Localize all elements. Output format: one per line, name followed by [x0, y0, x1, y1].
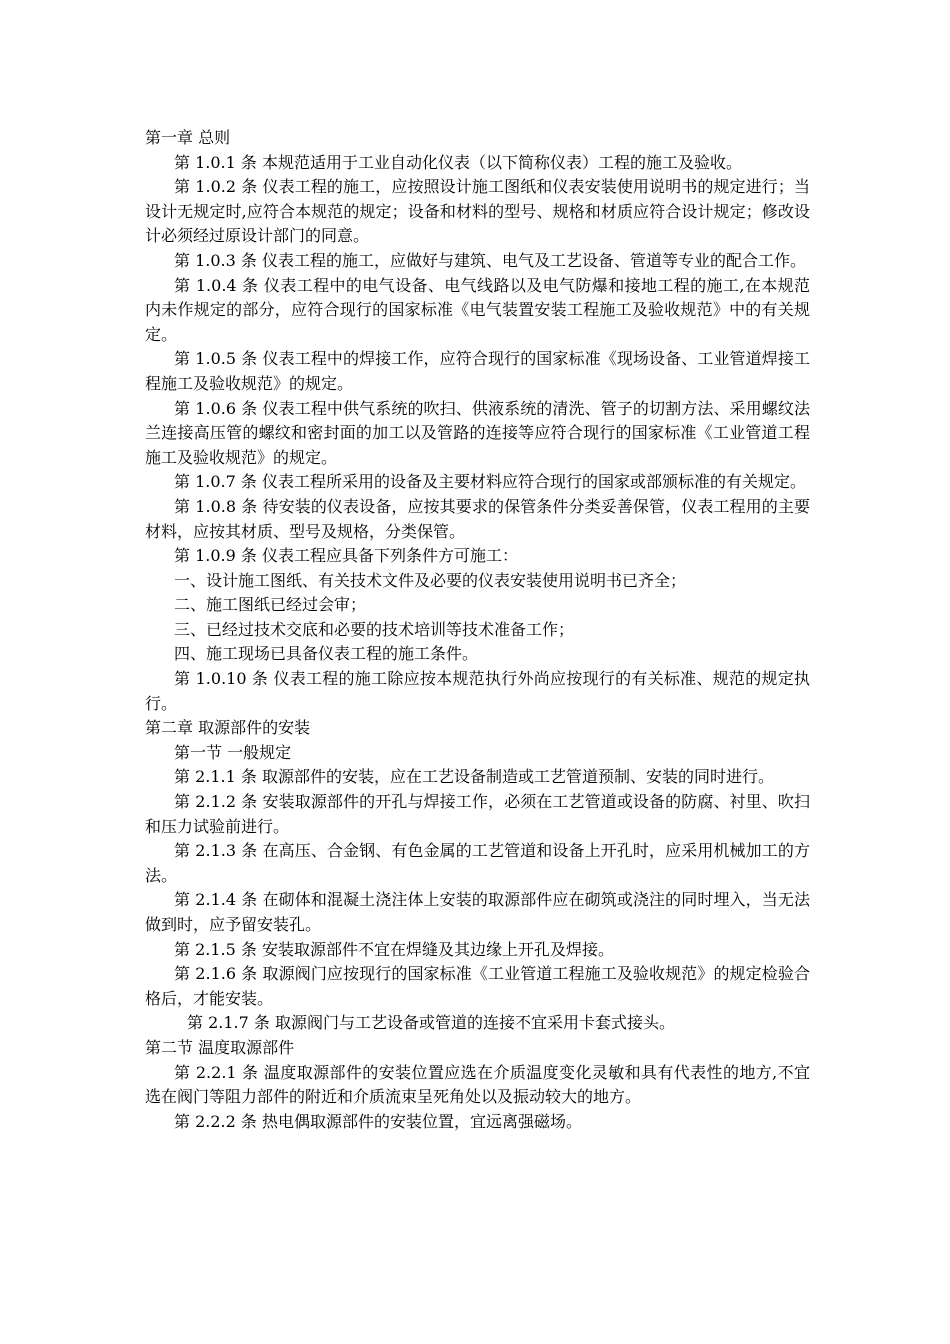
clause-2-1-4: 第 2.1.4 条 在砌体和混凝土浇注体上安装的取源部件应在砌筑或浇注的同时埋入，当无法做到时，应予留安装孔。: [145, 890, 810, 934]
clause-2-1-6: 第 2.1.6 条 取源阀门应按现行的国家标准《工业管道工程施工及验收规范》的规定检验合格后，才能安装。: [145, 964, 810, 1008]
clause-2-2-1: 第 2.2.1 条 温度取源部件的安装位置应选在介质温度变化灵敏和具有代表性的地方,不宜选在阀门等阻力部件的附近和介质流束呈死角处以及振动较大的地方。: [145, 1062, 810, 1107]
clause-2-1-3: 第 2.1.3 条 在高压、合金钢、有色金属的工艺管道和设备上开孔时，应采用机械加工的方法。: [145, 841, 810, 885]
list-item-3: 三、已经过技术交底和必要的技术培训等技术准备工作；: [174, 619, 575, 639]
clause-1-0-6: 第 1.0.6 条 仪表工程中供气系统的吹扫、供液系统的清洗、管子的切割方法、采用螺纹法兰连接高压管的螺纹和密封面的加工以及管路的连接等应符合现行的国家标准《工业管道工程施工及验收规范》的规定。: [145, 398, 810, 467]
list-item-4: 四、施工现场已具备仪表工程的施工条件。: [174, 644, 479, 664]
clause-1-0-7: 第 1.0.7 条 仪表工程所采用的设备及主要材料应符合现行的国家或部颁标准的有关规定。: [174, 472, 806, 492]
document-body: [145, 126, 810, 1134]
clause-2-1-7: 第 2.1.7 条 取源阀门与工艺设备或管道的连接不宜采用卡套式接头。: [187, 1013, 675, 1033]
clause-1-0-1: 第 1.0.1 条 本规范适用于工业自动化仪表（以下简称仪表）工程的施工及验收。: [174, 152, 742, 172]
list-item-2: 二、施工图纸已经过会审；: [174, 595, 367, 615]
clause-2-2-2: 第 2.2.2 条 热电偶取源部件的安装位置，宜远离强磁场。: [174, 1111, 582, 1131]
chapter-1-heading: 第一章 总则: [145, 128, 231, 147]
clause-1-0-4: 第 1.0.4 条 仪表工程中的电气设备、电气线路以及电气防爆和接地工程的施工,在本规范内未作规定的部分，应符合现行的国家标准《电气装置安装工程施工及验收规范》中的有关规定。: [145, 275, 810, 344]
clause-1-0-10: 第 1.0.10 条 仪表工程的施工除应按本规范执行外尚应按现行的有关标准、规范的规定执行。: [145, 669, 810, 713]
clause-1-0-2: 第 1.0.2 条 仪表工程的施工，应按照设计施工图纸和仪表安装使用说明书的规定进行；当设计无规定时,应符合本规范的规定；设备和材料的型号、规格和材质应符合设计规定；修改设计必须经过原设计部门的同意。: [145, 177, 810, 246]
chapter-2-heading: 第二章 取源部件的安装: [145, 718, 311, 738]
clause-2-1-2: 第 2.1.2 条 安装取源部件的开孔与焊接工作，必须在工艺管道或设备的防腐、衬里、吹扫和压力试验前进行。: [145, 792, 810, 836]
clause-1-0-9: 第 1.0.9 条 仪表工程应具备下列条件方可施工：: [174, 546, 518, 566]
clause-1-0-8: 第 1.0.8 条 待安装的仪表设备，应按其要求的保管条件分类妥善保管，仪表工程用的主要材料，应按其材质、型号及规格，分类保管。: [145, 496, 810, 541]
clause-2-1-5: 第 2.1.5 条 安装取源部件不宜在焊缝及其边缘上开孔及焊接。: [174, 939, 614, 959]
section-2-heading: 第二节 温度取源部件: [145, 1037, 295, 1057]
section-1-heading: 第一节 一般规定: [174, 742, 292, 762]
clause-1-0-5: 第 1.0.5 条 仪表工程中的焊接工作，应符合现行的国家标准《现场设备、工业管道焊接工程施工及验收规范》的规定。: [145, 349, 810, 393]
clause-1-0-3: 第 1.0.3 条 仪表工程的施工，应做好与建筑、电气及工艺设备、管道等专业的配合工作。: [174, 250, 806, 270]
clause-2-1-1: 第 2.1.1 条 取源部件的安装，应在工艺设备制造或工艺管道预制、安装的同时进行。: [174, 767, 774, 787]
list-item-1: 一、设计施工图纸、有关技术文件及必要的仪表安装使用说明书已齐全；: [174, 570, 687, 590]
